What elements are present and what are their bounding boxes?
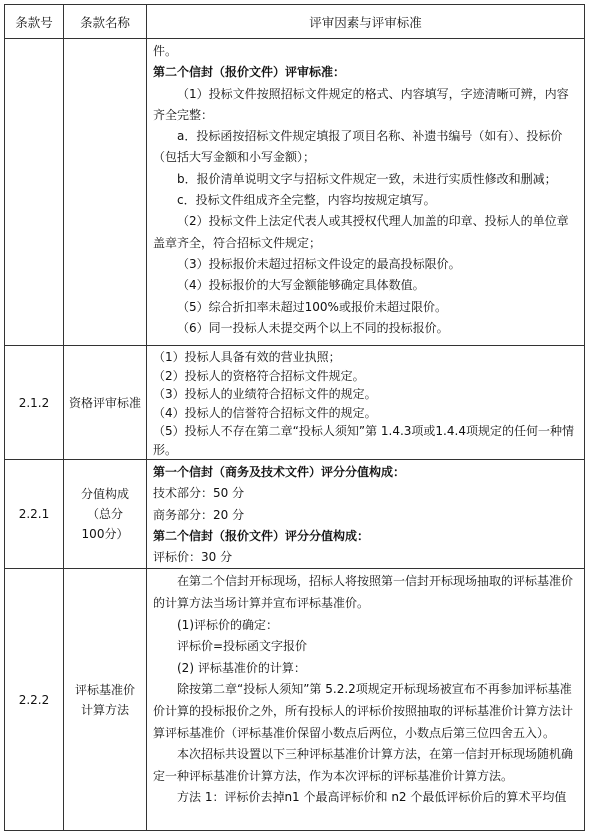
evaluation-table (4, 4, 585, 831)
text-line: 本次招标共设置以下三种评标基准价计算方法，在第一信封开标现场随机确定一种评标基准价计算方法，作为本次评标的评标基准价计算方法。 (153, 747, 574, 783)
text-line: 商务部分：20 分 (153, 507, 245, 522)
text-line: （3）投标人的业绩符合招标文件的规定。 (153, 387, 377, 401)
criteria-cell (147, 569, 585, 831)
text-line: 除按第二章“投标人须知”第 5.2.2项规定开标现场被宣布不再参加评标基准价计算的投标报价之外，所有投标人的评标价按照抽取的评标基准价计算方法计算评标基准价（评标基准价保留小数点后两位，小数点后第三位四舍五入）。 (153, 682, 574, 740)
text-line: c．投标文件组成齐全完整，内容均按规定填写。 (177, 193, 436, 208)
text-line: （1）投标人具备有效的营业执照； (153, 350, 341, 364)
text-line: a．投标函按招标文件规定填报了项目名称、补遗书编号（如有）、投标价（包括大写金额和小写金额）； (153, 129, 563, 165)
text-line: 评标价=投标函文字报价 (177, 639, 308, 654)
text-line: （6）同一投标人未提交两个以上不同的投标报价。 (177, 320, 449, 335)
text-line: （5）投标人不存在第二章“投标人须知”第 1.4.3项或1.4.4项规定的任何一种情形。 (153, 424, 574, 457)
clause-name-cell: 评标基准价计算方法 (64, 569, 147, 831)
text-line: （3）投标报价未超过招标文件设定的最高投标限价。 (177, 256, 461, 271)
text-line: （4）投标人的信誉符合招标文件的规定。 (153, 405, 377, 420)
header-row (5, 5, 585, 39)
section-heading: 第一个信封（商务及技术文件）评分分值构成： (153, 465, 406, 479)
text-line: (2) 评标基准价的计算： (177, 660, 306, 675)
text-line: 件。 (153, 44, 178, 58)
section-heading: 第二个信封（报价文件）评审标准： (153, 65, 346, 80)
table-row (5, 346, 585, 460)
text-line: （1）投标文件按照招标文件规定的格式、内容填写，字迹清晰可辨，内容齐全完整： (153, 86, 569, 122)
text-line: 技术部分：50 分 (153, 486, 245, 501)
text-line: (1)评标价的确定： (177, 617, 278, 632)
text-line: 评标价：30 分 (153, 550, 233, 565)
clause-no-cell: 2.1.2 (5, 346, 64, 460)
clause-name-cell: 分值构成（总分 100分） (64, 460, 147, 569)
text-line: （5）综合折扣率未超过100%或报价未超过限价。 (177, 299, 447, 314)
clause-no-cell: 2.2.2 (5, 569, 64, 831)
clause-name-cell: 资格评审标准 (64, 346, 147, 460)
text-line: 在第二个信封开标现场，招标人将按照第一信封开标现场抽取的评标基准价的计算方法当场计算并宣布评标基准价。 (153, 574, 574, 611)
criteria-cell (147, 346, 585, 460)
text-line: （2）投标文件上法定代表人或其授权代理人加盖的印章、投标人的单位章盖章齐全，符合招标文件规定； (153, 214, 569, 250)
header-clause-name: 条款名称 (64, 5, 147, 39)
text-line: （4）投标报价的大写金额能够确定具体数值。 (177, 278, 425, 293)
criteria-cell (147, 460, 585, 569)
criteria-cell (147, 39, 585, 346)
header-clause-no: 条款号 (5, 5, 64, 39)
text-line: （2）投标人的资格符合招标文件规定。 (153, 368, 365, 383)
table-row (5, 460, 585, 569)
section-heading: 第二个信封（报价文件）评分分值构成： (153, 528, 370, 543)
text-line: b．报价清单说明文字与招标文件规定一致，未进行实质性修改和删减； (177, 171, 557, 186)
table-row (5, 569, 585, 831)
table-row (5, 39, 585, 346)
clause-no-cell: 2.2.1 (5, 460, 64, 569)
clause-no-cell (5, 39, 64, 346)
header-criteria: 评审因素与评审标准 (147, 5, 585, 39)
text-line: 方法 1：评标价去掉n1 个最高评标价和 n2 个最低评标价后的算术平均值 (177, 790, 567, 805)
clause-name-cell (64, 39, 147, 346)
